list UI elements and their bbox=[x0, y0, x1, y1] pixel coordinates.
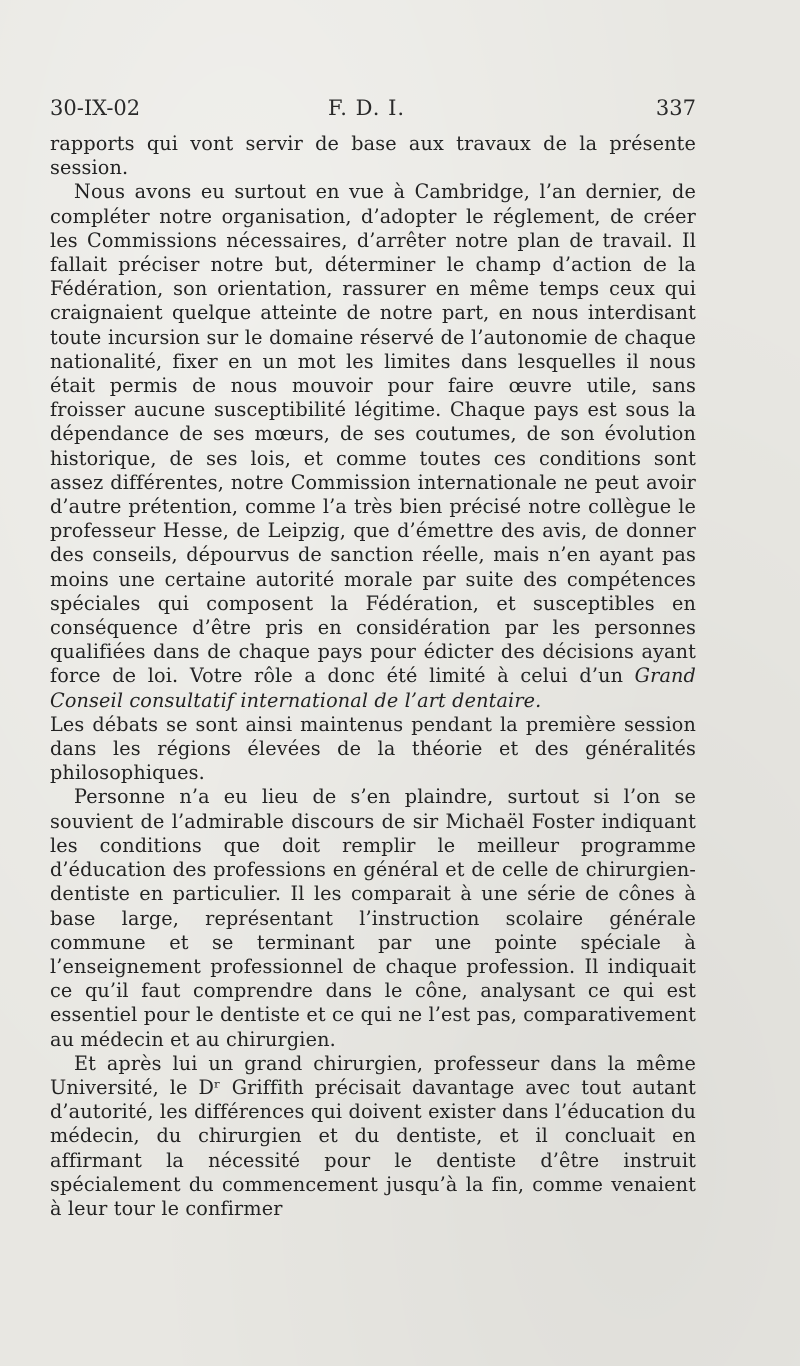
paragraph-continuation: rapports qui vont servir de base aux travaux de la présente session. bbox=[50, 132, 696, 180]
paragraph: Les débats se sont ainsi maintenus pendant la première session dans les régions élevées de la théorie et des généralités philosophiques. bbox=[50, 712, 696, 785]
header-date: 30-IX-02 bbox=[50, 96, 141, 120]
header-title: F. D. I. bbox=[328, 96, 406, 120]
paragraph: Et après lui un grand chirurgien, professeur dans la même Université, le Dʳ Griffith précisait davantage avec tout autant d’autorité, les différences qui doivent exister dans l’éducation du médecin, du chirurgien et du dentiste, et il concluait en affirmant la nécessité pour le dentiste d’être instruit spécialement du commencement jusqu’à la fin, comme venaient à leur tour le confirmer bbox=[50, 1051, 696, 1220]
page-number: 337 bbox=[655, 96, 696, 120]
paragraph: Personne n’a eu lieu de s’en plaindre, surtout si l’on se souvient de l’admirable discours de sir Michaël Foster indiquant les conditions que doit remplir le meilleur programme d’éducation des professions en général et de celle de chirurgien-dentiste en particulier. Il les comparait à une série de cônes à base large, représentant l’instruction scolaire générale commune et se terminant par une pointe spéciale à l’enseignement professionnel de chaque profession. Il indiquait ce qu’il faut comprendre dans le cône, analysant ce qui est essentiel pour le dentiste et ce qui ne l’est pas, comparativement au médecin et au chirurgien. bbox=[50, 785, 696, 1051]
paragraph-text: Nous avons eu surtout en vue à Cambridge, l’an dernier, de compléter notre organisation, d’adopter le réglement, de créer les Commissions nécessaires, d’arrêter notre plan de travail. Il fallait préciser notre but, déterminer le champ d’action de la Fédération, son orientation, rassurer en même temps ceux qui craignaient quelque atteinte de notre part, en nous interdisant toute incursion sur le domaine réservé de l’autonomie de chaque nationalité, fixer en un mot les limites dans lesquelles il nous était permis de nous mouvoir pour faire œuvre utile, sans froisser aucune susceptibilité légitime. Chaque pays est sous la dépendance de ses mœurs, de ses coutumes, de son évolution historique, de ses lois, et comme toutes ces conditions sont assez différentes, notre Commission internationale ne peut avoir d’autre prétention, comme l’a très bien précisé notre collègue le professeur Hesse, de Leipzig, que d’émettre des avis, de donner des conseils, dépourvus de sanction réelle, mais n’en ayant pas moins une certaine autorité morale par suite des compétences spéciales qui composent la Fédération, et susceptibles en conséquence d’être pris en considération par les personnes qualifiées dans de chaque pays pour édicter des décisions ayant force de loi. Votre rôle a donc été limité à celui d’un bbox=[50, 180, 696, 688]
italic-phrase: Grand Conseil consultatif international de l’art dentaire. bbox=[50, 664, 696, 712]
running-header bbox=[50, 96, 696, 126]
paragraph bbox=[50, 180, 696, 712]
page-body bbox=[50, 132, 696, 1221]
